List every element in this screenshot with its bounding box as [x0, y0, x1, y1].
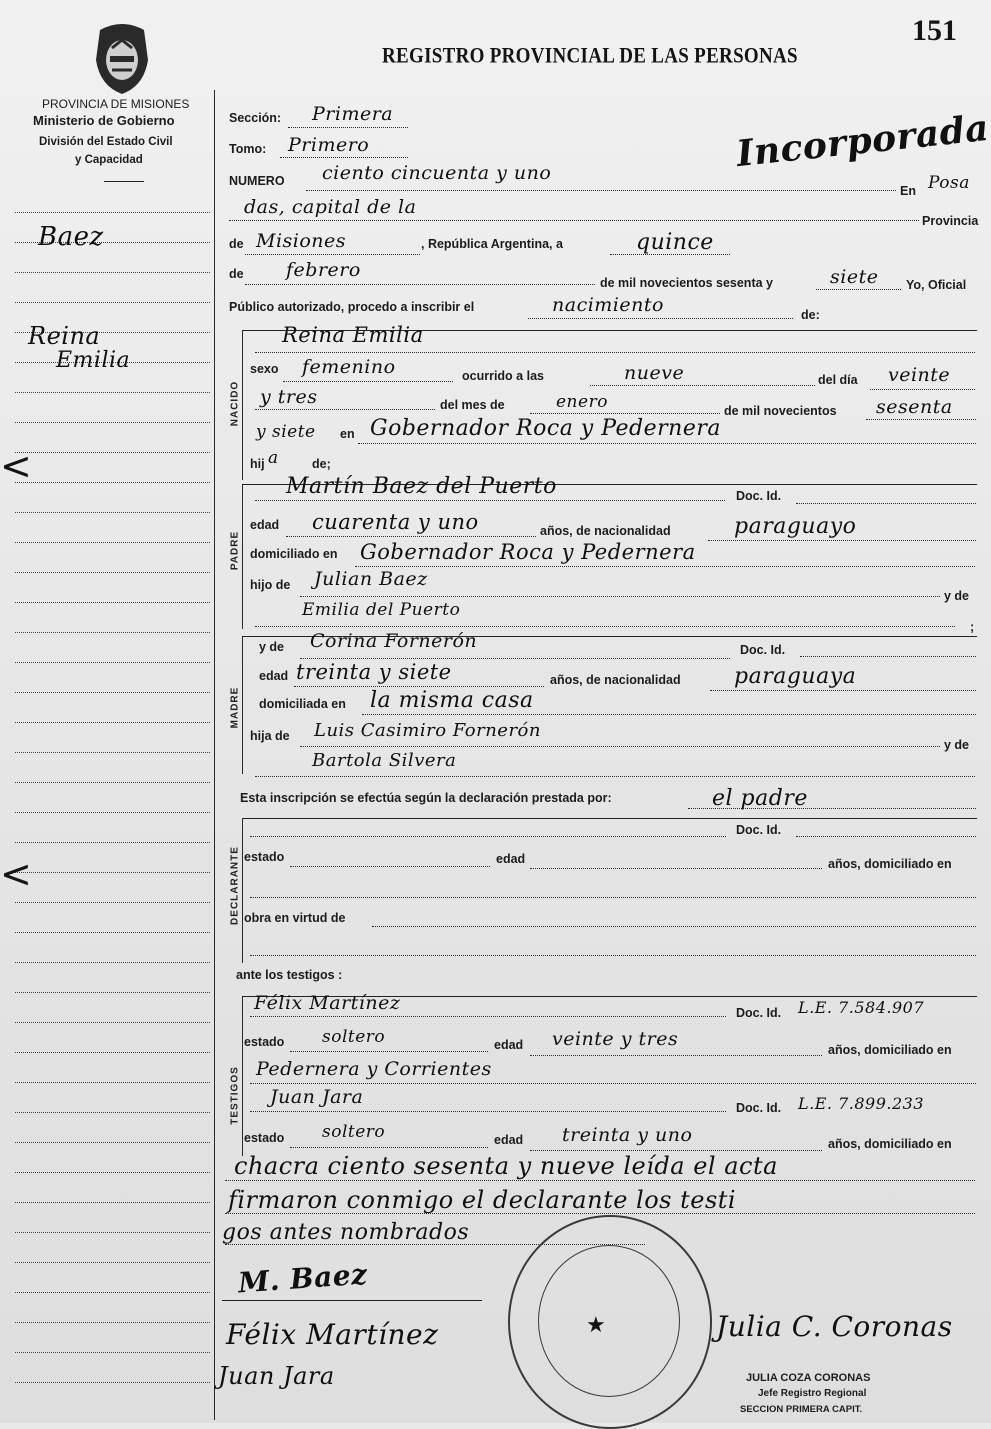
margin-rule — [15, 752, 210, 753]
year-value: siete — [830, 266, 879, 288]
madre-domicilio-value: la misma casa — [370, 688, 534, 713]
margin-given-name-1: Reina — [28, 322, 101, 350]
sexo-label: sexo — [250, 362, 279, 376]
capacity-heading: y Capacidad — [75, 154, 143, 166]
margin-rule — [15, 1322, 210, 1323]
nacido-bracket — [242, 330, 243, 480]
margin-rule — [15, 842, 210, 843]
testigo-1-doc: L.E. 7.584.907 — [798, 998, 924, 1017]
padre-hijo-de-label: hijo de — [250, 578, 291, 592]
testigo-1-estado-label: estado — [244, 1035, 285, 1049]
hijo-de-label: de; — [312, 457, 331, 471]
testigo-2-doc-label: Doc. Id. — [736, 1101, 782, 1115]
margin-rule — [15, 392, 210, 393]
padre-domicilio-line — [355, 566, 975, 567]
testigo-1-edad: veinte y tres — [552, 1028, 679, 1050]
declarante-name-line — [250, 836, 726, 837]
margin-rule — [15, 212, 210, 213]
padre-name: Martín Baez del Puerto — [286, 474, 557, 499]
padre-edad-label: edad — [250, 518, 280, 532]
margin-rule — [15, 572, 210, 573]
madre-anios-label: años, de nacionalidad — [550, 673, 681, 687]
de-label: de — [229, 237, 244, 251]
anio-value-1: sesenta — [876, 396, 953, 418]
tomo-label: Tomo: — [229, 142, 267, 156]
month-line — [245, 284, 595, 285]
margin-rule — [15, 1262, 210, 1263]
dia-value-1: veinte — [888, 364, 951, 386]
numero-label: NUMERO — [229, 174, 285, 188]
nacido-name: Reina Emilia — [282, 323, 424, 347]
madre-y-de-label-2: y de — [944, 738, 970, 752]
closing-line-2-rule — [225, 1213, 975, 1214]
padre-edad-value: cuarenta y uno — [312, 510, 479, 534]
testigo-2-name-line — [250, 1111, 726, 1112]
publico-label: Público autorizado, procedo a inscribir el — [229, 300, 475, 314]
madre-nacionalidad-line — [710, 690, 976, 691]
padre-madre-line — [255, 626, 955, 627]
en-value: Posa — [928, 173, 970, 193]
hora-line — [590, 385, 815, 386]
margin-rule — [15, 302, 210, 303]
officer-name: JULIA COZA CORONAS — [746, 1372, 871, 1384]
padre-semicolon: ; — [970, 620, 975, 634]
madre-y-de-label: y de — [259, 640, 285, 654]
seccion-value: Primera — [312, 103, 394, 125]
day-value: quince — [636, 230, 714, 255]
margin-rule — [15, 692, 210, 693]
declaracion-line — [688, 808, 976, 809]
month-de-label: de — [229, 267, 244, 281]
hijo-suffix: a — [268, 448, 279, 468]
numero-line — [306, 190, 896, 191]
madre-edad-label: edad — [259, 669, 289, 683]
hora-value: nueve — [624, 362, 685, 384]
margin-rule — [15, 1382, 210, 1383]
testigo-2-anios-label: años, domiciliado en — [828, 1137, 952, 1151]
del-dia-label: del día — [818, 373, 858, 387]
margin-divider — [214, 90, 215, 1420]
dia-line — [870, 389, 975, 390]
testigo-2-edad: treinta y uno — [562, 1124, 693, 1146]
margin-rule — [15, 482, 210, 483]
madre-madre-line — [255, 776, 975, 777]
margin-rule — [15, 932, 210, 933]
margin-rule — [15, 722, 210, 723]
republica-label: , República Argentina, a — [421, 237, 563, 251]
officer-section: SECCION PRIMERA CAPIT. — [740, 1404, 863, 1415]
top-signature: Incorporada — [734, 106, 991, 176]
margin-rule — [15, 1202, 210, 1203]
testigo-1-estado: soltero — [322, 1027, 386, 1047]
padre-edad-line — [286, 536, 536, 537]
declarante-obra-label: obra en virtud de — [244, 911, 346, 925]
margin-rule — [15, 1292, 210, 1293]
declarante-anios-label: años, domiciliado en — [828, 857, 952, 871]
padre-section-label: PADRE — [229, 530, 241, 571]
declarante-edad-line — [530, 868, 822, 869]
testigos-bracket — [242, 996, 243, 1156]
en-label: En — [900, 184, 916, 198]
city-line — [229, 220, 919, 221]
testigo-1-edad-label: edad — [494, 1038, 524, 1052]
madre-section-label: MADRE — [229, 686, 241, 729]
padre-name-line — [255, 500, 725, 501]
padre-doc-label: Doc. Id. — [736, 489, 782, 503]
de-colon-label: de: — [801, 308, 820, 322]
margin-surname: Baez — [38, 222, 104, 252]
signature-witness-1: Félix Martínez — [226, 1318, 439, 1351]
margin-rule — [15, 812, 210, 813]
declarante-dom-line — [250, 897, 976, 898]
margin-rule — [15, 1172, 210, 1173]
anio-value-2: y siete — [256, 422, 316, 442]
testigo-1-dom-line — [250, 1083, 976, 1084]
testigo-1-anios-label: años, domiciliado en — [828, 1043, 952, 1057]
anio-line — [866, 419, 976, 420]
year-line — [816, 289, 901, 290]
padre-y-de-label: y de — [944, 589, 970, 603]
margin-tick-icon: < — [0, 444, 32, 488]
declarante-section-label: DECLARANTE — [229, 846, 241, 925]
margin-rule — [15, 1082, 210, 1083]
testigo-1-name-line — [250, 1016, 726, 1017]
division-heading: División del Estado Civil — [39, 136, 173, 148]
madre-padre-de: Luis Casimiro Fornerón — [314, 720, 541, 741]
signature-father-rule — [222, 1300, 482, 1301]
dia-value-2: y tres — [260, 386, 318, 408]
testigo-2-estado-label: estado — [244, 1131, 285, 1145]
padre-domicilio-label: domiciliado en — [250, 547, 338, 561]
province-value: Misiones — [256, 230, 347, 252]
margin-rule — [15, 872, 210, 873]
declarante-estado-label: estado — [244, 850, 285, 864]
mil-novecientos-label: de mil novecientos — [724, 404, 837, 418]
madre-madre-de: Bartola Silvera — [312, 750, 457, 771]
margin-rule — [15, 1022, 210, 1023]
padre-anios-label: años, de nacionalidad — [540, 524, 671, 538]
numero-value: ciento cincuenta y uno — [322, 162, 552, 184]
declarante-edad-label: edad — [496, 852, 526, 866]
testigo-2-name: Juan Jara — [270, 1086, 364, 1108]
padre-bracket — [242, 484, 243, 629]
madre-domicilio-label: domiciliada en — [259, 697, 346, 711]
signature-witness-2: Juan Jara — [218, 1362, 335, 1390]
padre-padre-de: Julian Baez — [314, 568, 428, 590]
margin-rule — [15, 992, 210, 993]
declarante-bracket — [242, 818, 243, 963]
margin-rule — [15, 782, 210, 783]
margin-rule — [15, 542, 210, 543]
testigo-2-edad-line — [530, 1150, 822, 1151]
padre-nacionalidad: paraguayo — [734, 514, 857, 539]
official-seal-icon: ★ — [508, 1215, 712, 1429]
padre-padre-line — [300, 596, 940, 597]
signature-father: M. Baez — [237, 1257, 369, 1300]
tomo-value: Primero — [288, 134, 370, 156]
madre-hija-de-label: hija de — [250, 729, 290, 743]
header-rule — [104, 181, 144, 182]
province-line — [245, 254, 420, 255]
testigo-1-dom: Pedernera y Corrientes — [256, 1058, 492, 1080]
testigos-section-label: TESTIGOS — [229, 1066, 241, 1125]
testigo-1-estado-line — [290, 1051, 488, 1052]
hijo-label: hij — [250, 457, 265, 471]
testigo-2-estado-line — [290, 1147, 488, 1148]
margin-rule — [15, 1352, 210, 1353]
madre-edad-value: treinta y siete — [296, 660, 452, 684]
margin-rule — [15, 272, 210, 273]
nacido-section-label: NACIDO — [229, 380, 241, 427]
lugar-line — [358, 443, 976, 444]
madre-domicilio-line — [362, 714, 976, 715]
madre-name: Corina Fornerón — [310, 630, 478, 652]
padre-madre-de: Emilia del Puerto — [302, 600, 461, 620]
margin-rule — [15, 1052, 210, 1053]
margin-rule — [15, 452, 210, 453]
declarante-top-rule — [242, 818, 977, 819]
seccion-line — [288, 127, 408, 128]
act-value: nacimiento — [552, 294, 664, 316]
closing-line-2: firmaron conmigo el declarante los testi — [228, 1186, 737, 1214]
mes-label: del mes de — [440, 398, 505, 412]
officer-title: Jefe Registro Regional — [758, 1388, 867, 1399]
oficial-label: Yo, Oficial — [906, 278, 967, 292]
margin-rule — [15, 962, 210, 963]
lugar-en-label: en — [340, 427, 355, 441]
margin-rule — [15, 1232, 210, 1233]
madre-doc-line — [800, 656, 976, 657]
margin-rule — [15, 602, 210, 603]
madre-padre-line — [300, 746, 940, 747]
padre-nacionalidad-line — [708, 540, 976, 541]
mes-line — [530, 413, 720, 414]
ministry-heading: Ministerio de Gobierno — [33, 113, 175, 128]
declarante-doc-line — [796, 836, 976, 837]
testigo-2-edad-label: edad — [494, 1133, 524, 1147]
margin-rule — [15, 1112, 210, 1113]
declarante-extra-line — [250, 955, 976, 956]
city-value: das, capital de la — [244, 196, 417, 218]
closing-line-1: chacra ciento sesenta y nueve leída el acta — [234, 1152, 778, 1180]
madre-name-line — [300, 658, 730, 659]
coat-of-arms-icon — [86, 20, 158, 96]
testigo-1-edad-line — [530, 1055, 822, 1056]
closing-line-3: gos antes nombrados — [222, 1220, 470, 1245]
declarante-obra-line — [372, 926, 976, 927]
testigo-2-doc: L.E. 7.899.233 — [798, 1094, 924, 1113]
margin-rule — [15, 512, 210, 513]
ante-testigos-label: ante los testigos : — [236, 968, 343, 982]
margin-tick-icon: < — [0, 852, 32, 896]
provincia-label: Provincia — [922, 214, 979, 228]
mes-value: enero — [556, 392, 608, 412]
closing-line-1-rule — [225, 1180, 975, 1181]
testigo-2-estado: soltero — [322, 1122, 386, 1142]
padre-domicilio-value: Gobernador Roca y Pedernera — [360, 540, 696, 564]
testigo-1-doc-label: Doc. Id. — [736, 1006, 782, 1020]
declarante-estado-line — [290, 866, 490, 867]
page-number: 151 — [912, 14, 957, 47]
seccion-label: Sección: — [229, 111, 282, 125]
madre-bracket — [242, 636, 243, 774]
sexo-value: femenino — [302, 356, 396, 378]
declaracion-value: el padre — [712, 786, 808, 811]
padre-doc-line — [796, 503, 976, 504]
declarante-doc-label: Doc. Id. — [736, 823, 782, 837]
act-line — [528, 318, 793, 319]
sexo-line — [283, 381, 453, 382]
mil-label: de mil novecientos sesenta y — [600, 276, 773, 290]
testigo-1-name: Félix Martínez — [254, 992, 401, 1014]
declaracion-text: Esta inscripción se efectúa según la declaración prestada por: — [240, 791, 612, 805]
province-heading: PROVINCIA DE MISIONES — [42, 97, 190, 111]
margin-rule — [15, 422, 210, 423]
margin-rule — [15, 902, 210, 903]
tomo-line — [280, 157, 408, 158]
signature-officer: Julia C. Coronas — [716, 1310, 953, 1343]
lugar-value: Gobernador Roca y Pedernera — [370, 416, 721, 441]
month-value: febrero — [286, 259, 361, 281]
margin-rule — [15, 1142, 210, 1143]
page-title: REGISTRO PROVINCIAL DE LAS PERSONAS — [382, 44, 798, 69]
margin-rule — [15, 632, 210, 633]
margin-given-name-2: Emilia — [56, 348, 131, 373]
nacido-name-line — [255, 352, 975, 353]
madre-edad-line — [294, 686, 544, 687]
madre-doc-label: Doc. Id. — [740, 643, 786, 657]
margin-rule — [15, 662, 210, 663]
ocurrido-label: ocurrido a las — [462, 369, 544, 383]
madre-nacionalidad: paraguaya — [734, 664, 857, 689]
dia2-line — [255, 409, 435, 410]
